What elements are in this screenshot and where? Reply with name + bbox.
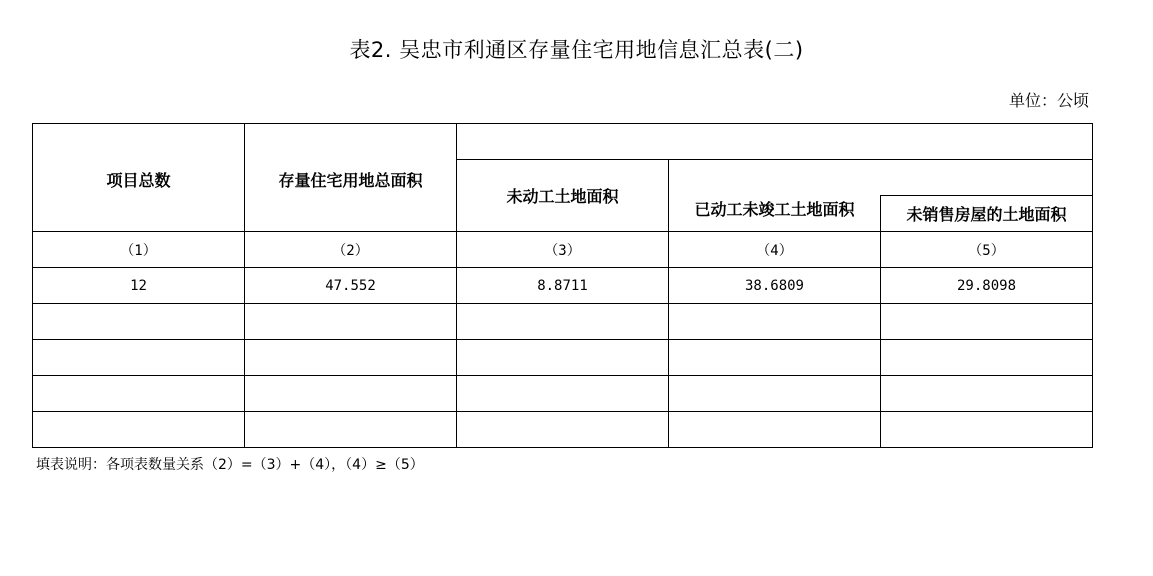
table-cell <box>457 376 669 412</box>
table-cell <box>33 340 245 376</box>
index-row <box>33 232 1093 268</box>
table-cell <box>457 412 669 448</box>
index-cell: （3） <box>457 232 669 268</box>
table-cell <box>881 304 1093 340</box>
cell-started-unfinished-area: 38.6809 <box>669 268 881 304</box>
index-cell: （5） <box>881 232 1093 268</box>
table-cell <box>669 304 881 340</box>
table-cell <box>669 376 881 412</box>
index-cell: （2） <box>245 232 457 268</box>
unit-label: 单位：公顷 <box>1008 91 1089 110</box>
cell-unsold-area: 29.8098 <box>881 268 1093 304</box>
table-cell <box>33 412 245 448</box>
table-row <box>33 376 1093 412</box>
table-cell <box>881 340 1093 376</box>
header-blank-top <box>457 124 1093 160</box>
cell-project-count: 12 <box>33 268 245 304</box>
index-cell: （1） <box>33 232 245 268</box>
table-cell <box>245 412 457 448</box>
table-cell <box>881 412 1093 448</box>
header-unsold-area: 未销售房屋的土地面积 <box>881 196 1093 232</box>
table-cell <box>669 412 881 448</box>
table-cell <box>33 304 245 340</box>
table-cell <box>457 304 669 340</box>
header-total-area: 存量住宅用地总面积 <box>245 124 457 232</box>
table-row <box>33 268 1093 304</box>
summary-table <box>32 123 1093 448</box>
index-cell: （4） <box>669 232 881 268</box>
table-cell <box>457 340 669 376</box>
table-cell <box>669 340 881 376</box>
table-title: 表2. 吴忠市利通区存量住宅用地信息汇总表(二) <box>349 38 804 62</box>
header-blank-right <box>881 160 1093 196</box>
header-unstarted-area: 未动工土地面积 <box>457 160 669 232</box>
fill-instructions-note: 填表说明：各项表数量关系（2）=（3）+（4），（4）≥（5） <box>36 457 424 473</box>
header-started-unfinished-area: 已动工未竣工土地面积 <box>669 160 881 232</box>
cell-unstarted-area: 8.8711 <box>457 268 669 304</box>
table-cell <box>33 376 245 412</box>
table-row <box>33 340 1093 376</box>
table-row <box>33 304 1093 340</box>
table-cell <box>881 376 1093 412</box>
table-row <box>33 412 1093 448</box>
header-project-count: 项目总数 <box>33 124 245 232</box>
table-cell <box>245 376 457 412</box>
table-cell <box>245 340 457 376</box>
table-cell <box>245 304 457 340</box>
cell-total-area: 47.552 <box>245 268 457 304</box>
